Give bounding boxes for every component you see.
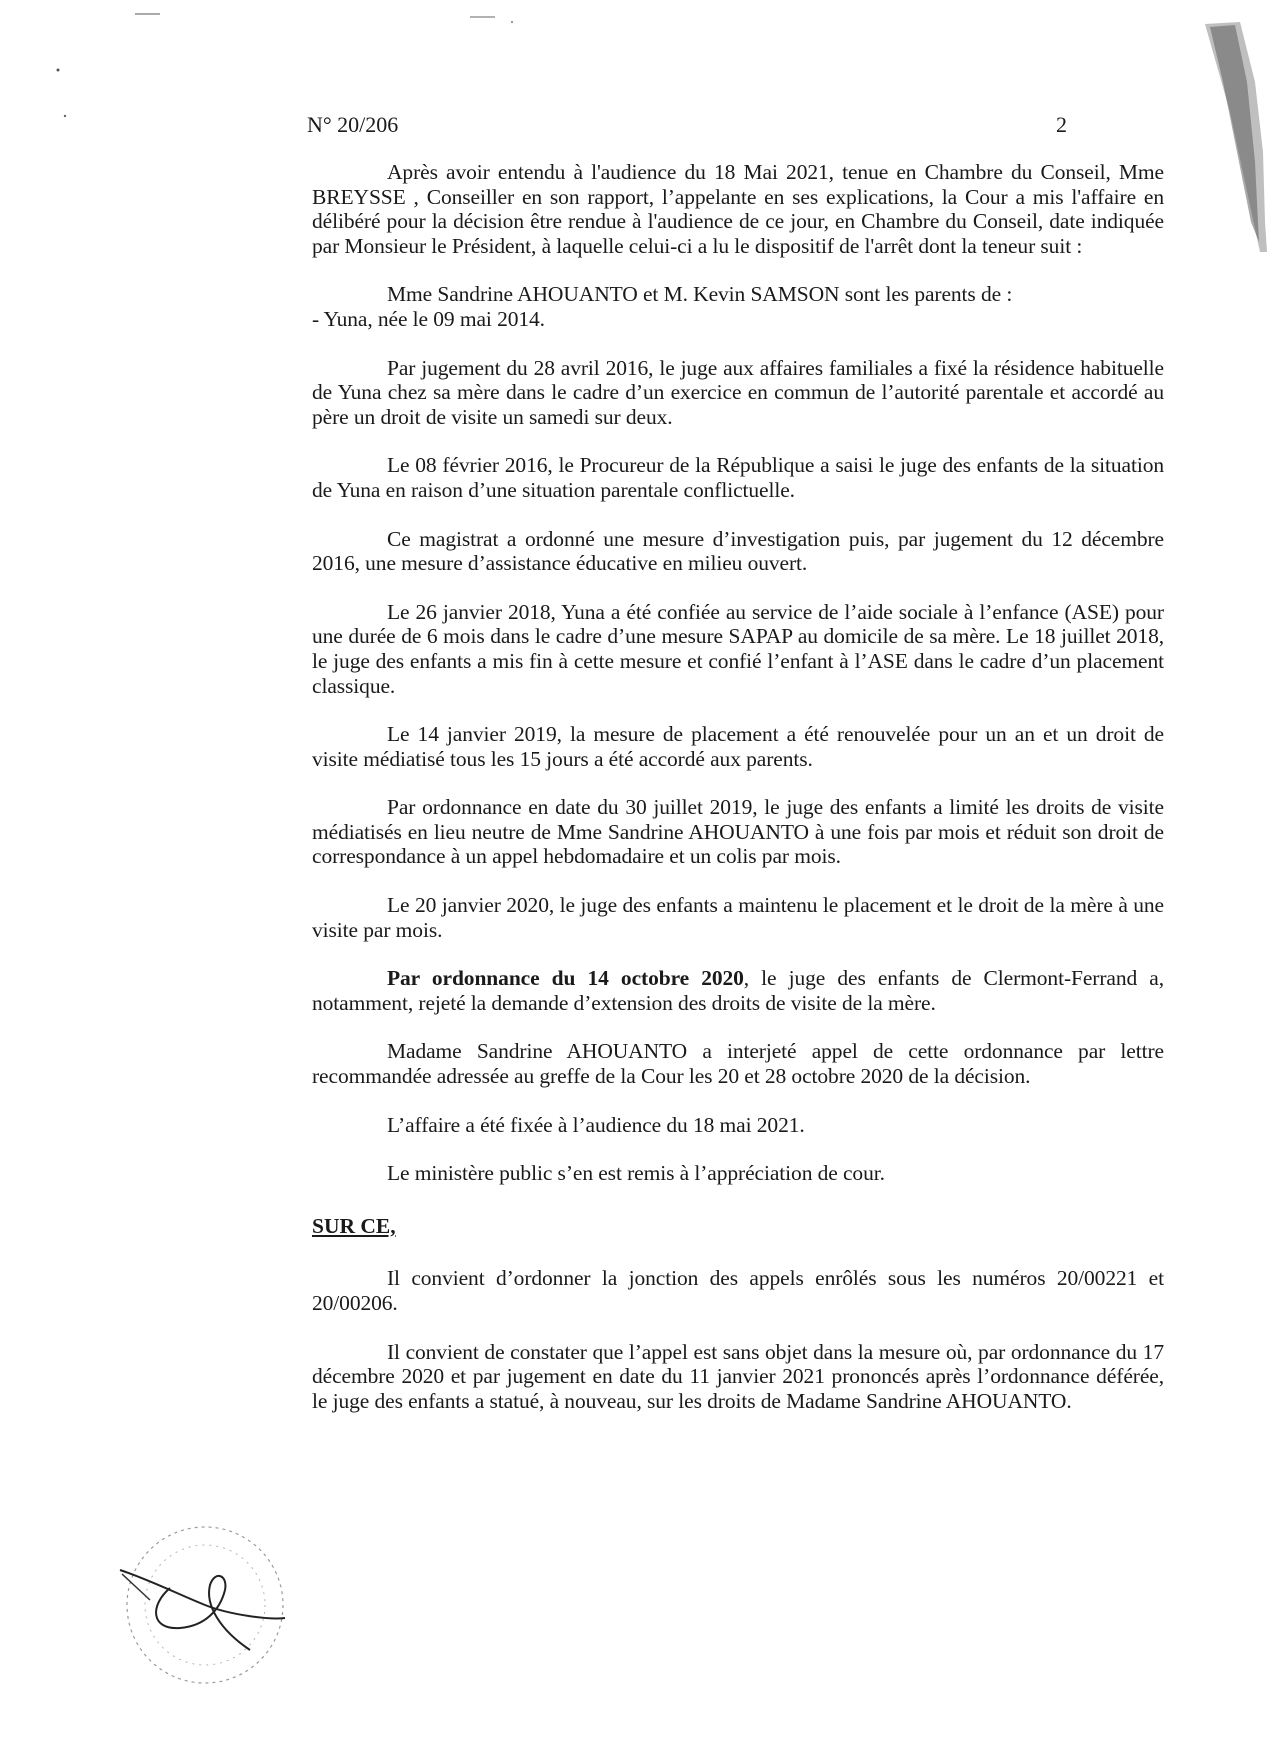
paragraph-appeal: Madame Sandrine AHOUANTO a interjeté appel de cette ordonnance par lettre recommandée adressée au greffe de la Cour les 20 et 28 octobre 2020 de la décision. — [312, 1039, 1164, 1089]
paragraph-without-object: Il convient de constater que l’appel est sans objet dans la mesure où, par ordonnance du 17 décembre 2020 et par jugement en date du 11 janvier 2021 prononcés après l’ordonnance déférée, le juge des enfants a statué, à nouveau, sur les droits de Madame Sandrine AHOUANTO. — [312, 1339, 1164, 1413]
section-title: SUR CE, — [312, 1213, 396, 1238]
paragraph-ordonnance-2020-bold: Par ordonnance du 14 octobre 2020 — [387, 966, 744, 991]
signature-stamp — [110, 1510, 290, 1710]
paragraph-ordonnance-2019: Par ordonnance en date du 30 juillet 2019, le juge des enfants a limité les droits de visite médiatisés en lieu neutre de Mme Sandrine AHOUANTO à une fois par mois et réduit son droit de correspondance à un appel hebdomadaire et un colis par mois. — [312, 795, 1164, 869]
paragraph-hearing-date: L’affaire a été fixée à l’audience du 18 mai 2021. — [387, 1112, 805, 1137]
document-body — [312, 160, 1164, 1437]
paragraph-ordonnance-2020-rest: , le juge des enfants de Clermont-Ferrand a, notamment, rejeté la demande d’extension des droits de visite de la mère. — [312, 966, 1164, 1015]
case-reference-number: N° 20/206 — [307, 112, 399, 137]
paragraph-public-ministry: Le ministère public s’en est remis à l’appréciation de cour. — [387, 1161, 885, 1186]
paragraph-placement-2018: Le 26 janvier 2018, Yuna a été confiée au service de l’aide sociale à l’enfance (ASE) pour une durée de 6 mois dans le cadre d’une mesure SAPAP au domicile de sa mère. Le 18 juillet 2018, le juge des enfants a mis fin à cette mesure et confié l’enfant à l’ASE dans le cadre d’un placement classique. — [312, 599, 1164, 698]
page-header — [307, 112, 1067, 144]
page-number: 2 — [1056, 112, 1067, 137]
paragraph-joinder: Il convient d’ordonner la jonction des appels enrôlés sous les numéros 20/00221 et 20/00206. — [312, 1266, 1164, 1315]
paragraph-child: - Yuna, née le 09 mai 2014. — [312, 306, 545, 331]
paragraph-parents: Mme Sandrine AHOUANTO et M. Kevin SAMSON sont les parents de : — [387, 282, 1013, 307]
paragraph-maintained-2020: Le 20 janvier 2020, le juge des enfants a maintenu le placement et le droit de la mère à une visite par mois. — [312, 893, 1164, 942]
paragraph-referral: Le 08 février 2016, le Procureur de la République a saisi le juge des enfants de la situation de Yuna en raison d’une situation parentale conflictuelle. — [312, 453, 1164, 502]
paragraph-investigation: Ce magistrat a ordonné une mesure d’investigation puis, par jugement du 12 décembre 2016, une mesure d’assistance éducative en milieu ouvert. — [312, 526, 1164, 576]
paragraph-judgment-2016: Par jugement du 28 avril 2016, le juge aux affaires familiales a fixé la résidence habituelle de Yuna chez sa mère dans le cadre d’un exercice en commun de l’autorité parentale et accordé au père un droit de visite un samedi sur deux. — [312, 355, 1164, 429]
scan-edge-mark — [1185, 22, 1275, 252]
paragraph-hearing: Après avoir entendu à l'audience du 18 Mai 2021, tenue en Chambre du Conseil, Mme BREYSSE , Conseiller en son rapport, l’appelante en ses explications, la Cour a mis l'affaire en délibéré pour la décision être rendue à l'audience de ce jour, en Chambre du Conseil, date indiquée par Monsieur le Président, à laquelle celui-ci a lu le dispositif de l'arrêt dont la teneur suit : — [312, 160, 1164, 258]
paragraph-ordonnance-2020 — [312, 966, 1164, 1015]
paragraph-renewal-2019: Le 14 janvier 2019, la mesure de placement a été renouvelée pour un an et un droit de visite médiatisé tous les 15 jours a été accordé aux parents. — [312, 722, 1164, 771]
